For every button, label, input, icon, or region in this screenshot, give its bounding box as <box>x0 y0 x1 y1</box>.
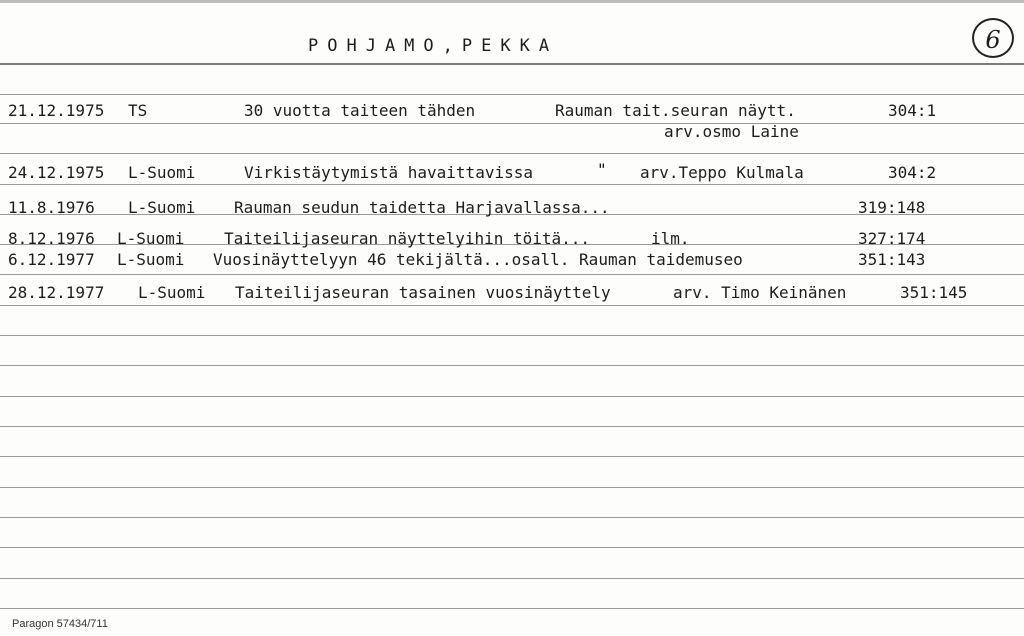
rule-line <box>0 365 1024 366</box>
rule-line <box>0 608 1024 609</box>
entry-paper: L-Suomi <box>128 198 196 217</box>
rule-line <box>0 517 1024 518</box>
rule-line <box>0 123 1024 124</box>
entry-headline: Rauman seudun taidetta Harjavallassa... <box>234 198 610 217</box>
entry-reviewer: arv.osmo Laine <box>664 122 799 141</box>
card-title: POHJAMO,PEKKA <box>308 36 559 56</box>
entry-date: 24.12.1975 <box>8 163 105 182</box>
entry-ref: 319:148 <box>858 198 926 217</box>
rule-line <box>0 396 1024 397</box>
entry-paper: L-Suomi <box>117 229 185 248</box>
rule-line <box>0 456 1024 457</box>
entry-paper: L-Suomi <box>117 250 185 269</box>
entry-ref: 327:174 <box>858 229 926 248</box>
entry-headline: 30 vuotta taiteen tähden <box>244 101 476 120</box>
rule-line <box>0 274 1024 275</box>
entry-ref: 351:143 <box>858 250 926 269</box>
entry-date: 28.12.1977 <box>8 283 105 302</box>
entry-headline: Vuosinäyttelyyn 46 tekijältä...osall. Rauman taidemuseo <box>213 250 743 269</box>
entry-ref: 351:145 <box>900 283 968 302</box>
rule-line <box>0 94 1024 95</box>
entry-headline: Taiteilijaseuran näyttelyihin töitä... <box>224 229 591 248</box>
entry-ref: 304:1 <box>888 101 937 120</box>
top-edge <box>0 0 1024 3</box>
rule-line <box>0 153 1024 154</box>
rule-line <box>0 305 1024 306</box>
rule-line <box>0 335 1024 336</box>
entry-note: arv. Timo Keinänen <box>673 283 847 302</box>
entry-date: 11.8.1976 <box>8 198 95 217</box>
rule-line <box>0 487 1024 488</box>
rule-line <box>0 426 1024 427</box>
rule-line <box>0 578 1024 579</box>
rule-line <box>0 184 1024 185</box>
entry-paper: L-Suomi <box>138 283 206 302</box>
ditto-mark: " <box>597 160 607 179</box>
entry-ref: 304:2 <box>888 163 937 182</box>
entry-headline: Taiteilijaseuran tasainen vuosinäyttely <box>235 283 611 302</box>
card-number: 6 <box>972 18 1014 58</box>
entry-note: Rauman tait.seuran näytt. <box>555 101 796 120</box>
printer-mark: Paragon 57434/711 <box>12 618 108 630</box>
entry-headline: Virkistäytymistä havaittavissa <box>244 163 533 182</box>
entry-paper: L-Suomi <box>128 163 196 182</box>
entry-date: 6.12.1977 <box>8 250 95 269</box>
header-rule <box>0 63 1024 65</box>
entry-date: 8.12.1976 <box>8 229 95 248</box>
entry-paper: TS <box>128 101 148 120</box>
entry-note: ilm. <box>651 229 690 248</box>
entry-date: 21.12.1975 <box>8 101 105 120</box>
rule-line <box>0 547 1024 548</box>
entry-note: arv.Teppo Kulmala <box>640 163 804 182</box>
